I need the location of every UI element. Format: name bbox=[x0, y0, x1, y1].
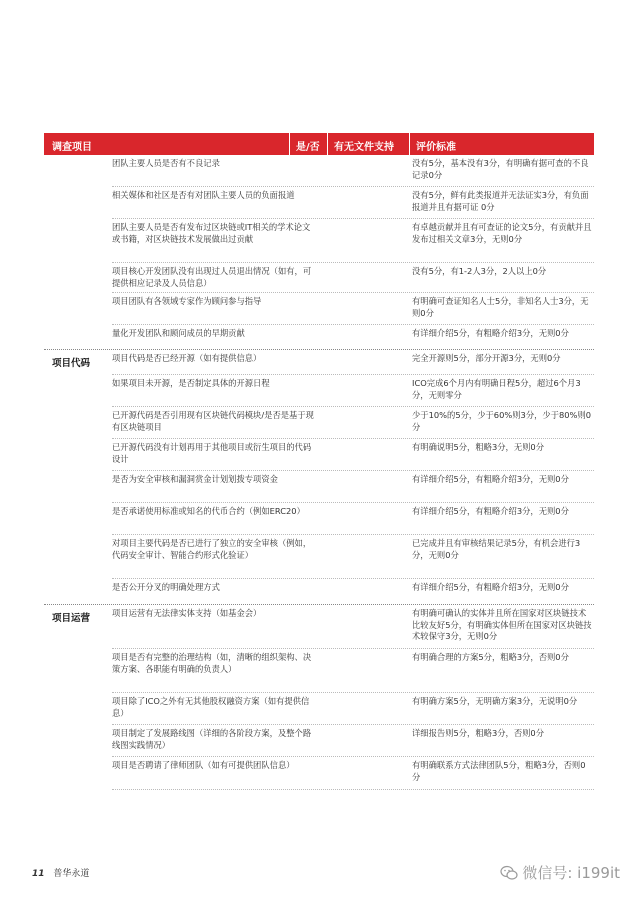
row-criteria: 有详细介绍5分，有粗略介绍3分，无则0分 bbox=[412, 328, 569, 338]
watermark bbox=[500, 862, 620, 883]
table-row bbox=[112, 263, 594, 293]
table-row bbox=[112, 350, 594, 375]
table-row bbox=[112, 649, 594, 693]
row-criteria: 有详细介绍5分，有粗略介绍3分，无则0分 bbox=[412, 474, 569, 484]
table-row bbox=[112, 155, 594, 187]
row-item: 量化开发团队和顾问成员的早期贡献 bbox=[112, 328, 245, 338]
section-title-code: 项目代码 bbox=[52, 358, 91, 369]
page-footer bbox=[32, 866, 89, 879]
row-criteria: 少于10%的5分，少于60%则3分，少于80%则0分 bbox=[412, 410, 592, 432]
row-item: 已开源代码是否引用现有区块链代码模块/是否是基于现有区块链项目 bbox=[112, 410, 314, 432]
table-row bbox=[112, 471, 594, 503]
row-criteria: 没有5分，有1-2人3分，2人以上0分 bbox=[412, 266, 547, 276]
table-header bbox=[44, 133, 594, 155]
wechat-icon bbox=[500, 865, 518, 881]
row-criteria: 有详细介绍5分，有粗略介绍3分，无则0分 bbox=[412, 506, 569, 516]
row-criteria: 有明确联系方式法律团队5分，粗略3分，否则0分 bbox=[412, 760, 586, 782]
header-item: 调查项目 bbox=[52, 142, 92, 153]
row-item: 项目除了ICO之外有无其他股权融资方案（如有提供信息） bbox=[112, 696, 310, 718]
table-row bbox=[112, 693, 594, 725]
table-row bbox=[112, 407, 594, 439]
row-item: 如果项目未开源，是否制定具体的开源日程 bbox=[112, 378, 270, 388]
row-item: 是否公开分叉的明确处理方式 bbox=[112, 582, 220, 592]
table-row bbox=[112, 579, 594, 604]
table-row bbox=[112, 187, 594, 219]
table-row bbox=[112, 439, 594, 471]
row-item: 项目代码是否已经开源（如有提供信息） bbox=[112, 353, 262, 363]
row-item: 项目核心开发团队没有出现过人员退出情况（如有，可提供相应记录及人员信息） bbox=[112, 266, 312, 288]
row-criteria: 有详细介绍5分，有粗略介绍3分，无则0分 bbox=[412, 582, 569, 592]
row-item: 项目制定了发展路线图（详细的各阶段方案，及整个路线图实践情况） bbox=[112, 728, 312, 750]
table-row bbox=[112, 293, 594, 325]
page-number: 11 bbox=[32, 869, 45, 879]
row-criteria: 有明确说明5分，粗略3分，无则0分 bbox=[412, 442, 544, 452]
table-row bbox=[112, 219, 594, 263]
row-criteria: ICO完成6个月内有明确日程5分，超过6个月3分，无则零分 bbox=[412, 378, 581, 400]
row-item: 团队主要人员是否有不良记录 bbox=[112, 158, 220, 168]
section-title-operation: 项目运营 bbox=[52, 613, 91, 624]
table-row bbox=[112, 757, 594, 790]
row-item: 是否为安全审核和漏洞赏金计划划拨专项资金 bbox=[112, 474, 278, 484]
row-item: 项目团队有各领域专家作为顾问参与指导 bbox=[112, 296, 262, 306]
row-criteria: 有明确可查证知名人士5分，非知名人士3分，无则0分 bbox=[412, 296, 589, 318]
header-doc: 有无文件支持 bbox=[334, 142, 394, 153]
section-operation bbox=[44, 605, 594, 790]
table-row bbox=[112, 535, 594, 579]
row-item: 项目运营有无法律实体支持（如基金会） bbox=[112, 608, 262, 618]
row-criteria: 没有5分，鲜有此类报道并无法证实3分，有负面报道并且有据可证 0分 bbox=[412, 190, 589, 212]
row-criteria: 有明确方案5分，无明确方案3分，无说明0分 bbox=[412, 696, 578, 706]
row-item: 已开源代码没有计划再用于其他项目或衍生项目的代码设计 bbox=[112, 442, 312, 464]
watermark-text: 微信号: i199it bbox=[522, 864, 620, 882]
table-row bbox=[112, 375, 594, 407]
row-item: 对项目主要代码是否已进行了独立的安全审核（例如，代码安全审计、智能合约形式化验证） bbox=[112, 538, 312, 560]
row-item: 相关媒体和社区是否有对团队主要人员的负面报道 bbox=[112, 190, 295, 200]
table-row bbox=[112, 725, 594, 757]
row-criteria: 详细报告则5分，粗略3分，否则0分 bbox=[412, 728, 544, 738]
row-criteria: 有卓越贡献并且有可查证的论文5分，有贡献并且发布过相关文章3分，无则0分 bbox=[412, 222, 592, 244]
row-item: 项目是否聘请了律师团队（如有可提供团队信息） bbox=[112, 760, 295, 770]
section-code bbox=[44, 350, 594, 604]
header-yesno: 是/否 bbox=[296, 142, 320, 153]
row-criteria: 有明确可确认的实体并且所在国家对区块链技术比较友好5分，有明确实体但所在国家对区块链技术较保守3分，无则0分 bbox=[412, 608, 592, 641]
row-item: 是否承诺使用标准或知名的代币合约（例如ERC20） bbox=[112, 506, 305, 516]
company-name: 普华永道 bbox=[53, 869, 90, 879]
table-row bbox=[112, 325, 594, 349]
header-criteria: 评价标准 bbox=[416, 142, 456, 153]
row-item: 项目是否有完整的治理结构（如，清晰的组织架构、决策方案、各职能有明确的负责人） bbox=[112, 652, 312, 674]
row-criteria: 没有5分，基本没有3分，有明确有据可查的不良记录0分 bbox=[412, 158, 589, 180]
section-team bbox=[44, 155, 594, 349]
row-item: 团队主要人员是否有发布过区块链或IT相关的学术论文或书籍，对区块链技术发展做出过贡献 bbox=[112, 222, 311, 244]
table-row bbox=[112, 605, 594, 649]
row-criteria: 已完成并且有审核结果记录5分，有机会进行3分，无则0分 bbox=[412, 538, 581, 560]
row-criteria: 有明确合理的方案5分，粗略3分，否则0分 bbox=[412, 652, 569, 662]
row-criteria: 完全开源则5分，部分开源3分，无则0分 bbox=[412, 353, 561, 363]
table-row bbox=[112, 503, 594, 535]
evaluation-table bbox=[44, 133, 594, 790]
